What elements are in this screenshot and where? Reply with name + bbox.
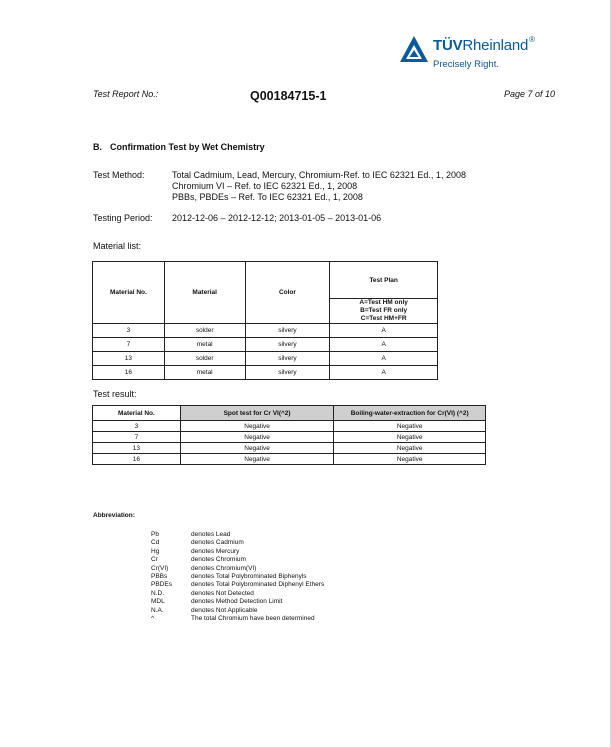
col-header-material-no: Material No. [93,262,165,324]
triangle-logo-icon [399,34,429,64]
col-header-spot-test: Spot test for Cr VI(^2) [180,406,334,421]
material-list-label: Material list: [93,241,142,251]
abbreviation-title: Abbreviation: [93,512,135,519]
test-method-label: Test Method: [93,170,145,180]
table-row: 13 Negative Negative [93,443,486,454]
report-number-label: Test Report No.: [93,89,159,99]
table-row: 3 solder silvery A [93,324,438,338]
table-row: 13 solder silvery A [93,352,438,366]
table-row: 3 Negative Negative [93,421,486,432]
test-method-lines: Total Cadmium, Lead, Mercury, Chromium-Ref. to IEC 62321 Ed., 1, 2008 Chromium VI – Ref. to IEC 62321 Ed., 1, 2008 PBBs, PBDEs – Ref. To IEC 62321 Ed., 1, 2008 [172,170,466,202]
list-item: Cr(VI) denotes Chromium(VI) [151,564,257,572]
testing-period-label: Testing Period: [93,213,153,223]
report-number: Q00184715-1 [250,89,327,103]
testing-period-value: 2012-12-06 – 2012-12-12; 2013-01-05 – 2013-01-06 [172,213,382,223]
table-row: 7 Negative Negative [93,432,486,443]
list-item: N.A. denotes Not Applicable [151,606,258,614]
col-header-material-no: Material No. [93,406,181,421]
logo-brand: TÜVRheinland® [433,35,535,54]
list-item: N.D. denotes Not Detected [151,589,254,597]
test-result-table [92,405,486,465]
col-header-test-plan: Test Plan [330,262,438,299]
list-item: Cr denotes Chromium [151,556,246,564]
list-item: ^ The total Chromium have been determined [151,615,315,623]
table-row: 16 Negative Negative [93,454,486,465]
list-item: Pb denotes Lead [151,531,231,538]
table-row: 7 metal silvery A [93,338,438,352]
section-heading: B. Confirmation Test by Wet Chemistry [93,142,265,152]
list-item: Cd denotes Cadmium [151,539,244,547]
col-header-color: Color [245,262,330,324]
test-result-label: Test result: [93,389,137,399]
list-item: PBBs denotes Total Polybrominated Biphenyls [151,573,307,581]
list-item: MDL denotes Method Detection Limit [151,598,283,606]
col-header-material: Material [164,262,245,324]
test-plan-legend: A=Test HM only B=Test FR only C=Test HM+FR [330,299,438,324]
table-row: 16 metal silvery A [93,366,438,380]
tuv-logo [399,34,579,74]
list-item: Hg denotes Mercury [151,547,240,555]
material-list-table [92,261,438,380]
page-indicator: Page 7 of 10 [504,89,556,99]
col-header-boiling-water: Boiling-water-extraction for Cr(VI) (^2) [334,406,486,421]
list-item: PBDEs denotes Total Polybrominated Diphenyl Ethers [151,581,325,589]
logo-tagline: Precisely Right. [433,59,499,70]
abbreviation-list [151,531,324,623]
